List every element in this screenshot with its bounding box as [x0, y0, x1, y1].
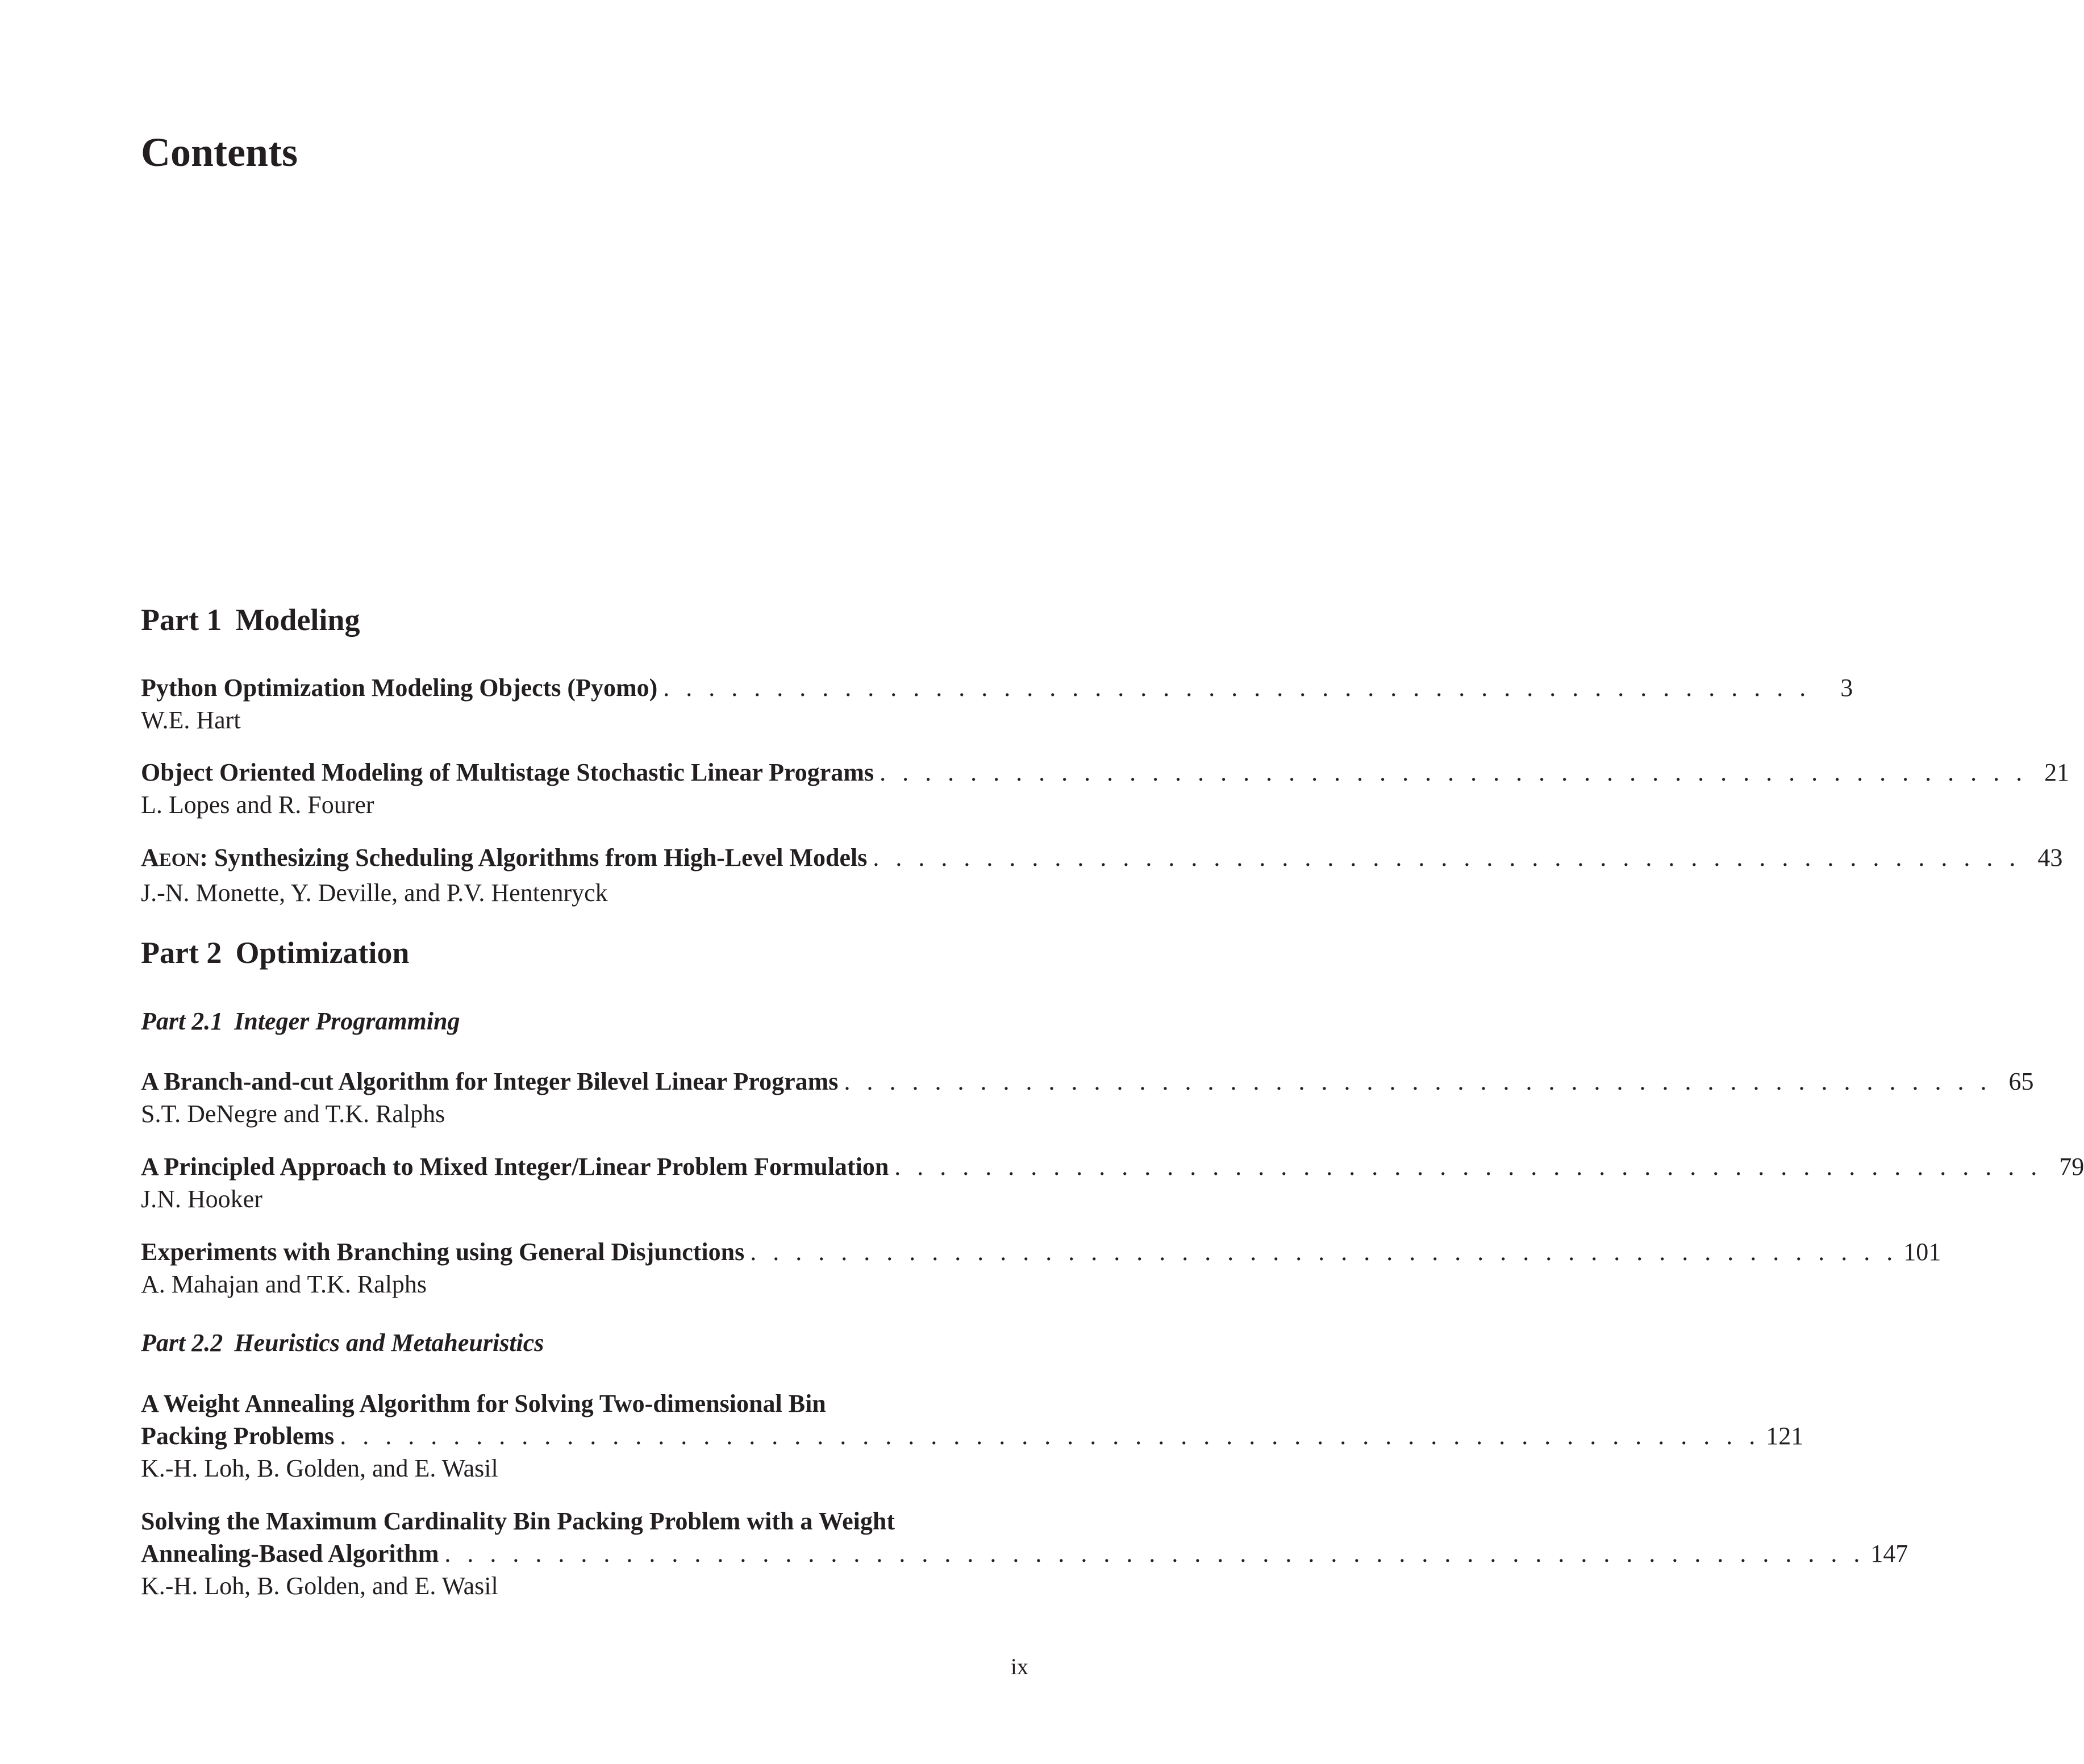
dot-leader: . . . . . . . . . . . . . . . . . . . . . . . . . . . . . . . . . . . . . . . . . . . . . . . . . . . — [844, 1067, 1992, 1095]
part-heading — [141, 604, 360, 635]
subpart-title: Heuristics and Metaheuristics — [234, 1329, 544, 1357]
entry-page-number: 43 — [2037, 844, 2063, 871]
entry-title[interactable]: A Branch-and-cut Algorithm for Integer Bilevel Linear Programs — [141, 1067, 839, 1095]
entry-authors: W.E. Hart — [141, 706, 241, 734]
subpart-number: Part 2.2 — [141, 1329, 223, 1357]
entry-page-number: 101 — [1903, 1238, 1941, 1266]
subpart-heading — [141, 1009, 460, 1034]
entry-authors: J.N. Hooker — [141, 1185, 262, 1213]
entry-title[interactable]: Python Optimization Modeling Objects (Pyomo) — [141, 674, 658, 702]
toc-entry[interactable] — [141, 1236, 1941, 1300]
entry-page-number: 21 — [2044, 758, 2070, 786]
entry-title[interactable]: AEON: Synthesizing Scheduling Algorithms from High-Level Models — [141, 844, 868, 871]
toc-entry[interactable] — [141, 1065, 2034, 1130]
part-title: Optimization — [235, 936, 410, 970]
entry-title[interactable]: Annealing-Based Algorithm — [141, 1540, 439, 1567]
page-folio: ix — [1010, 1654, 1028, 1679]
entry-title[interactable]: Object Oriented Modeling of Multistage Stochastic Linear Programs — [141, 758, 874, 786]
part-heading — [141, 937, 409, 968]
dot-leader: . . . . . . . . . . . . . . . . . . . . . . . . . . . . . . . . . . . . . . . . . . . . . . . . . . . — [750, 1238, 1898, 1266]
subpart-heading — [141, 1331, 544, 1356]
toc-entry[interactable] — [141, 1387, 1804, 1484]
entry-authors: K.-H. Loh, B. Golden, and E. Wasil — [141, 1572, 498, 1600]
entry-authors: K.-H. Loh, B. Golden, and E. Wasil — [141, 1454, 498, 1482]
entry-title-line[interactable]: A Weight Annealing Algorithm for Solving Two-dimensional Bin — [141, 1390, 826, 1417]
entry-title[interactable]: Experiments with Branching using General Disjunctions — [141, 1238, 745, 1266]
entry-authors: L. Lopes and R. Fourer — [141, 791, 374, 819]
entry-title-line[interactable]: Solving the Maximum Cardinality Bin Packing Problem with a Weight — [141, 1507, 895, 1535]
dot-leader: . . . . . . . . . . . . . . . . . . . . . . . . . . . . . . . . . . . . . . . . . . . . . . . . . . . — [873, 844, 2021, 871]
entry-authors: A. Mahajan and T.K. Ralphs — [141, 1270, 427, 1298]
dot-leader: . . . . . . . . . . . . . . . . . . . . . . . . . . . . . . . . . . . . . . . . . . . . . . . . . . . — [894, 1153, 2043, 1181]
dot-leader: . . . . . . . . . . . . . . . . . . . . . . . . . . . . . . . . . . . . . . . . . . . . . . . . . . . — [880, 758, 2028, 786]
entry-page-number: 147 — [1870, 1540, 1908, 1567]
entry-title[interactable]: A Principled Approach to Mixed Integer/Linear Problem Formulation — [141, 1153, 889, 1181]
toc-entry[interactable] — [141, 1505, 1908, 1602]
page-title: Contents — [141, 130, 298, 175]
entry-title[interactable]: Packing Problems — [141, 1422, 335, 1450]
entry-authors: J.-N. Monette, Y. Deville, and P.V. Hentenryck — [141, 879, 608, 907]
subpart-number: Part 2.1 — [141, 1007, 223, 1035]
toc-entry[interactable] — [141, 1150, 2084, 1215]
toc-entry[interactable] — [141, 841, 2063, 909]
toc-entry[interactable] — [141, 672, 1853, 736]
dot-leader: . . . . . . . . . . . . . . . . . . . . . . . . . . . . . . . . . . . . . . . . . . . . . . . . . . . . . . . . . . . . . . . — [340, 1422, 1761, 1450]
part-number: Part 1 — [141, 603, 222, 637]
dot-leader: . . . . . . . . . . . . . . . . . . . . . . . . . . . . . . . . . . . . . . . . . . . . . . . . . . . . . . . . . . . . . . . — [444, 1540, 1865, 1567]
entry-authors: S.T. DeNegre and T.K. Ralphs — [141, 1100, 445, 1128]
toc-entry[interactable] — [141, 756, 2070, 821]
entry-page-number: 3 — [1840, 674, 1853, 702]
part-number: Part 2 — [141, 936, 222, 970]
part-title: Modeling — [235, 603, 360, 637]
dot-leader: . . . . . . . . . . . . . . . . . . . . . . . . . . . . . . . . . . . . . . . . . . . . . . . . . . . — [663, 674, 1811, 702]
subpart-title: Integer Programming — [234, 1007, 460, 1035]
entry-page-number: 65 — [2008, 1067, 2034, 1095]
entry-page-number: 121 — [1766, 1422, 1804, 1450]
entry-page-number: 79 — [2059, 1153, 2084, 1181]
